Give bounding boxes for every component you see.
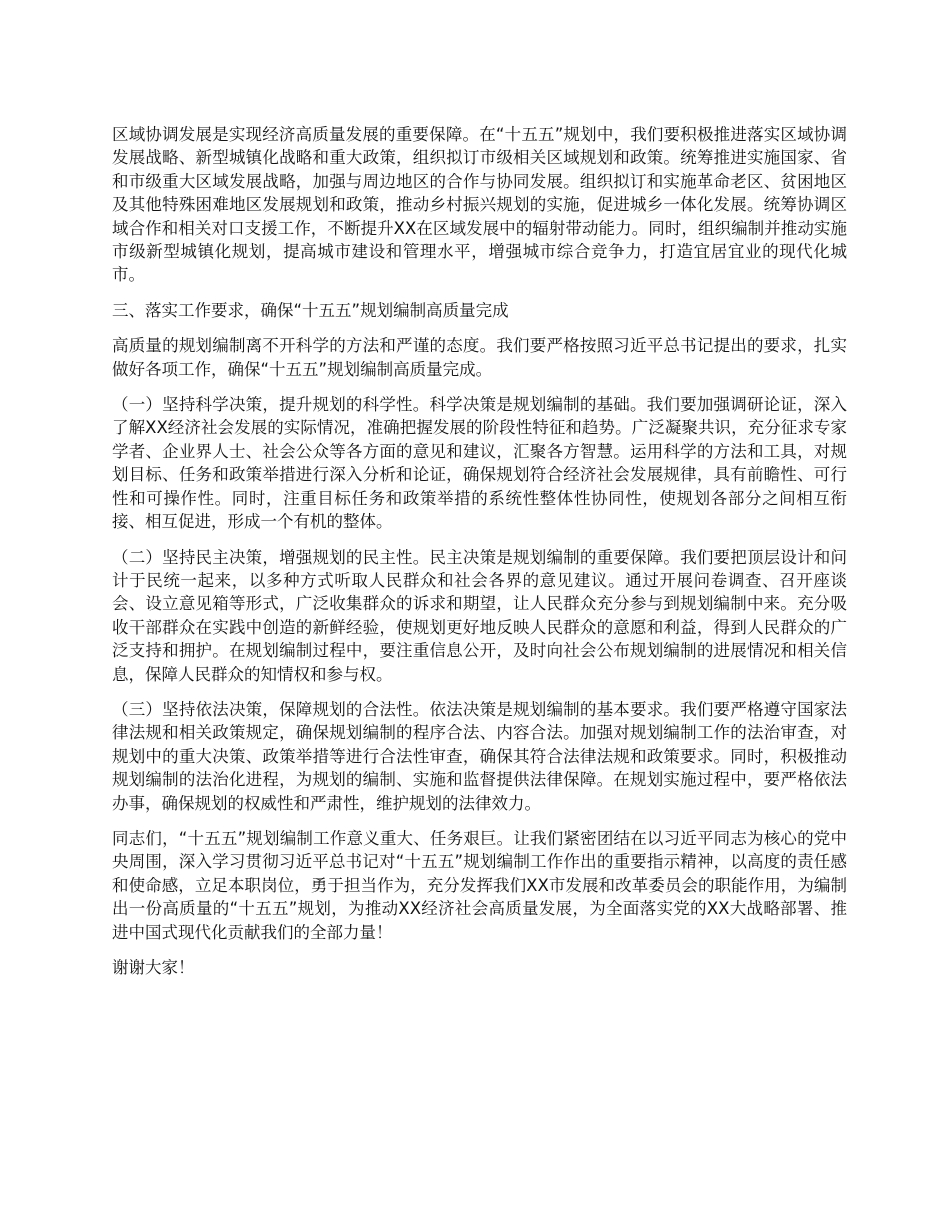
paragraph-regional-development: 区域协调发展是实现经济高质量发展的重要保障。在“十五五”规划中，我们要积极推进落实区域协调发展战略、新型城镇化战略和重大政策，组织拟订市级相关区域规划和政策。统筹推进实施国家、省和市级重大区域发展战略，加强与周边地区的合作与协同发展。组织拟订和实施革命老区、贫困地区及其他特殊困难地区发展规划和政策，推动乡村振兴规划的实施，促进城乡一体化发展。统筹协调区域合作和相关对口支援工作，不断提升XX在区域发展中的辐射带动能力。同时，组织编制并推动实施市级新型城镇化规划，提高城市建设和管理水平，增强城市综合竞争力，打造宜居宜业的现代化城市。 bbox=[112, 125, 847, 285]
paragraph-lawful-decision: （三）坚持依法决策，保障规划的合法性。依法决策是规划编制的基本要求。我们要严格遵守国家法律法规和相关政策规定，确保规划编制的程序合法、内容合法。加强对规划编制工作的法治审查，对规划中的重大决策、政策举措等进行合法性审查，确保其符合法律法规和政策要求。同时，积极推动规划编制的法治化进程，为规划的编制、实施和监督提供法律保障。在规划实施过程中，要严格依法办事，确保规划的权威性和严肃性，维护规划的法律效力。 bbox=[112, 699, 847, 813]
document-page bbox=[112, 123, 847, 991]
paragraph-thanks: 谢谢大家！ bbox=[112, 958, 195, 977]
section-heading-three: 三、落实工作要求，确保“十五五”规划编制高质量完成 bbox=[112, 300, 509, 320]
paragraph-closing-call: 同志们，“十五五”规划编制工作意义重大、任务艰巨。让我们紧密团结在以习近平同志为核心的党中央周围，深入学习贯彻习近平总书记对“十五五”规划编制工作作出的重要指示精神，以高度的责任感和使命感，立足本职岗位，勇于担当作为，充分发挥我们XX市发展和改革委员会的职能作用，为编制出一份高质量的“十五五”规划，为推动XX经济社会高质量发展，为全面落实党的XX大战略部署、推进中国式现代化贡献我们的全部力量！ bbox=[112, 828, 847, 942]
paragraph-quality-requirements: 高质量的规划编制离不开科学的方法和严谨的态度。我们要严格按照习近平总书记提出的要求，扎实做好各项工作，确保“十五五”规划编制高质量完成。 bbox=[112, 336, 847, 379]
paragraph-democratic-decision: （二）坚持民主决策，增强规划的民主性。民主决策是规划编制的重要保障。我们要把顶层设计和问计于民统一起来，以多种方式听取人民群众和社会各界的意见建议。通过开展问卷调查、召开座谈会、设立意见箱等形式，广泛收集群众的诉求和期望，让人民群众充分参与到规划编制中来。充分吸收干部群众在实践中创造的新鲜经验，使规划更好地反映人民群众的意愿和利益，得到人民群众的广泛支持和拥护。在规划编制过程中，要注重信息公开，及时向社会公布规划编制的进展情况和相关信息，保障人民群众的知情权和参与权。 bbox=[112, 547, 847, 684]
paragraph-scientific-decision: （一）坚持科学决策，提升规划的科学性。科学决策是规划编制的基础。我们要加强调研论证，深入了解XX经济社会发展的实际情况，准确把握发展的阶段性特征和趋势。广泛凝聚共识，充分征求专家学者、企业界人士、社会公众等各方面的意见和建议，汇聚各方智慧。运用科学的方法和工具，对规划目标、任务和政策举措进行深入分析和论证，确保规划符合经济社会发展规律，具有前瞻性、可行性和可操作性。同时，注重目标任务和政策举措的系统性整体性协同性，使规划各部分之间相互衔接、相互促进，形成一个有机的整体。 bbox=[112, 395, 847, 532]
